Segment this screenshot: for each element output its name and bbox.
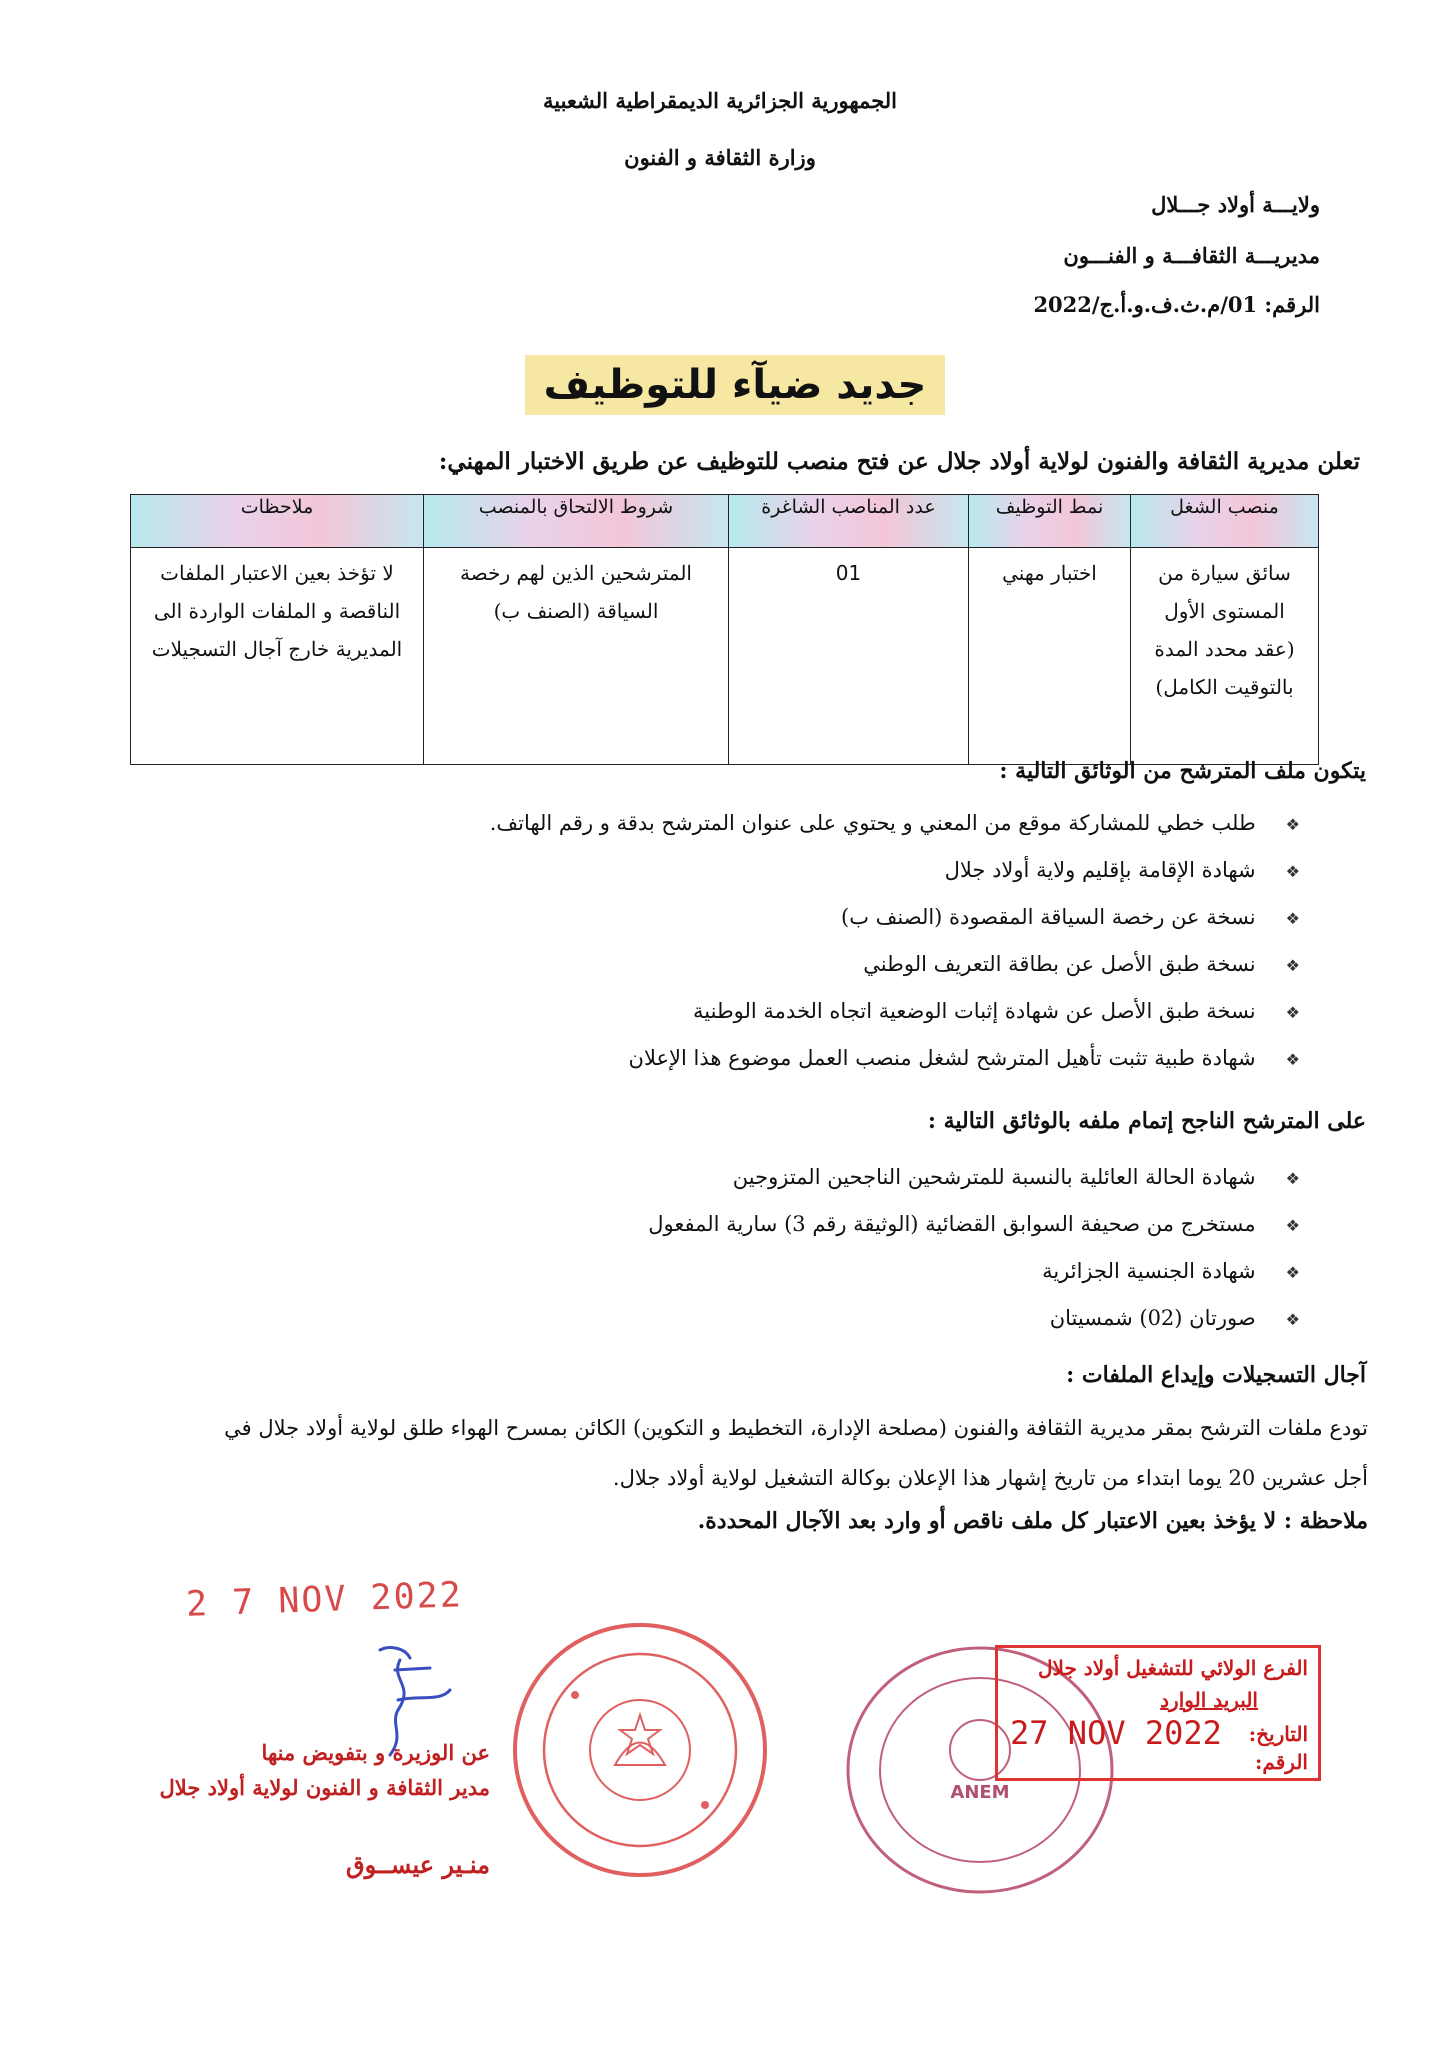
date-stamp: 2 7 NOV 2022: [185, 1575, 464, 1625]
reference-value: 01/م.ث.ف.و.أ.ج/2022: [1033, 292, 1258, 317]
anem-reception-stamp: [995, 1645, 1321, 1781]
ministry-seal: [505, 1615, 775, 1885]
header-notes: ملاحظات: [131, 495, 424, 548]
cell-mode: اختبار مهني: [969, 548, 1131, 765]
cell-position: سائق سيارة من المستوى الأول (عقد محدد المدة بالتوقيت الكامل): [1131, 548, 1319, 765]
list-item: ❖شهادة الحالة العائلية بالنسبة للمترشحين الناجحين المتزوجين: [732, 1165, 1300, 1189]
diamond-bullet-icon: ❖: [1285, 1169, 1300, 1188]
deadline-line-1: تودع ملفات الترشح بمقر مديرية الثقافة والفنون (مصلحة الإدارة، التخطيط و التكوين) الكائن بمسرح الهواء طلق لولاية أولاد جلال في: [224, 1416, 1368, 1440]
signature-name: منـير عيســوق: [345, 1850, 490, 1879]
list-item: ❖نسخة طبق الأصل عن شهادة إثبات الوضعية اتجاه الخدمة الوطنية: [693, 999, 1300, 1023]
table-header-row: [131, 495, 1319, 548]
deadline-line-2: أجل عشرين 20 يوما ابتداء من تاريخ إشهار هذا الإعلان بوكالة التشغيل لولاية أولاد جلال.: [612, 1466, 1368, 1490]
anem-seal-text: ANEM: [950, 1782, 1010, 1803]
success-docs-heading: على المترشح الناجح إتمام ملفه بالوثائق التالية :: [927, 1108, 1366, 1134]
diamond-bullet-icon: ❖: [1285, 1003, 1300, 1022]
list-item: ❖شهادة الجنسية الجزائرية: [1042, 1259, 1300, 1283]
deadline-heading: آجال التسجيلات وإيداع الملفات :: [1066, 1362, 1366, 1388]
file-docs-heading: يتكون ملف المترشح من الوثائق التالية :: [999, 758, 1366, 784]
cell-notes: لا تؤخذ بعين الاعتبار الملفات الناقصة و الملفات الواردة الى المديرية خارج آجال التسجيلات: [131, 548, 424, 765]
table-row: [131, 548, 1319, 765]
anem-box-ref-label: الرقم:: [1255, 1750, 1308, 1774]
announcement-title: جديد ضيآء للتوظيف: [525, 355, 945, 415]
reference-label: الرقم:: [1264, 292, 1320, 317]
list-item: ❖شهادة الإقامة بإقليم ولاية أولاد جلال: [944, 858, 1300, 882]
diamond-bullet-icon: ❖: [1285, 815, 1300, 834]
anem-box-date: 27 NOV 2022: [1010, 1714, 1222, 1752]
list-item: ❖شهادة طبية تثبت تأهيل المترشح لشغل منصب العمل موضوع هذا الإعلان: [628, 1046, 1300, 1070]
header-mode: نمط التوظيف: [969, 495, 1131, 548]
header-count: عدد المناصب الشاغرة: [729, 495, 969, 548]
anem-box-mail: البريد الوارد: [1160, 1688, 1258, 1712]
success-docs-list: [300, 1154, 1300, 1342]
list-item: ❖نسخة عن رخصة السياقة المقصودة (الصنف ب): [841, 905, 1300, 929]
wilaya-label: ولايـــة أولاد جـــلال: [1151, 192, 1320, 217]
jobs-table: [130, 494, 1319, 765]
list-item: ❖مستخرج من صحيفة السوابق القضائية (الوثيقة رقم 3) سارية المفعول: [648, 1212, 1300, 1236]
directorate-label: مديريـــة الثقافـــة و الفنـــون: [1063, 243, 1320, 268]
cell-count: 01: [729, 548, 969, 765]
anem-box-date-label: التاريخ:: [1248, 1722, 1308, 1746]
list-item: ❖نسخة طبق الأصل عن بطاقة التعريف الوطني: [863, 952, 1300, 976]
diamond-bullet-icon: ❖: [1285, 1263, 1300, 1282]
list-item: ❖طلب خطي للمشاركة موقع من المعني و يحتوي على عنوان المترشح بدقة و رقم الهاتف.: [489, 811, 1300, 835]
header-position: منصب الشغل: [1131, 495, 1319, 548]
deadline-note: ملاحظة : لا يؤخذ بعين الاعتبار كل ملف ناقص أو وارد بعد الآجال المحددة.: [697, 1508, 1368, 1534]
intro-paragraph: تعلن مديرية الثقافة والفنون لولاية أولاد جلال عن فتح منصب للتوظيف عن طريق الاختبار المهني:: [438, 448, 1360, 475]
diamond-bullet-icon: ❖: [1285, 1216, 1300, 1235]
diamond-bullet-icon: ❖: [1285, 862, 1300, 881]
signature-title: مدير الثقافة و الفنون لولاية أولاد جلال: [159, 1775, 490, 1800]
cell-conditions: المترشحين الذين لهم رخصة السياقة (الصنف ب): [424, 548, 729, 765]
signature-delegation: عن الوزيرة و بتفويض منها: [261, 1740, 490, 1765]
diamond-bullet-icon: ❖: [1285, 956, 1300, 975]
diamond-bullet-icon: ❖: [1285, 1310, 1300, 1329]
file-docs-list: [300, 800, 1300, 1082]
header-conditions: شروط الالتحاق بالمنصب: [424, 495, 729, 548]
reference-line: [900, 292, 1320, 317]
ministry-heading: وزارة الثقافة و الفنون: [624, 145, 816, 170]
list-item: ❖صورتان (02) شمسيتان: [1049, 1306, 1300, 1330]
diamond-bullet-icon: ❖: [1285, 1050, 1300, 1069]
republic-heading: الجمهورية الجزائرية الديمقراطية الشعبية: [542, 88, 897, 113]
anem-box-branch: الفرع الولائي للتشغيل أولاد جلال: [1038, 1656, 1308, 1680]
diamond-bullet-icon: ❖: [1285, 909, 1300, 928]
